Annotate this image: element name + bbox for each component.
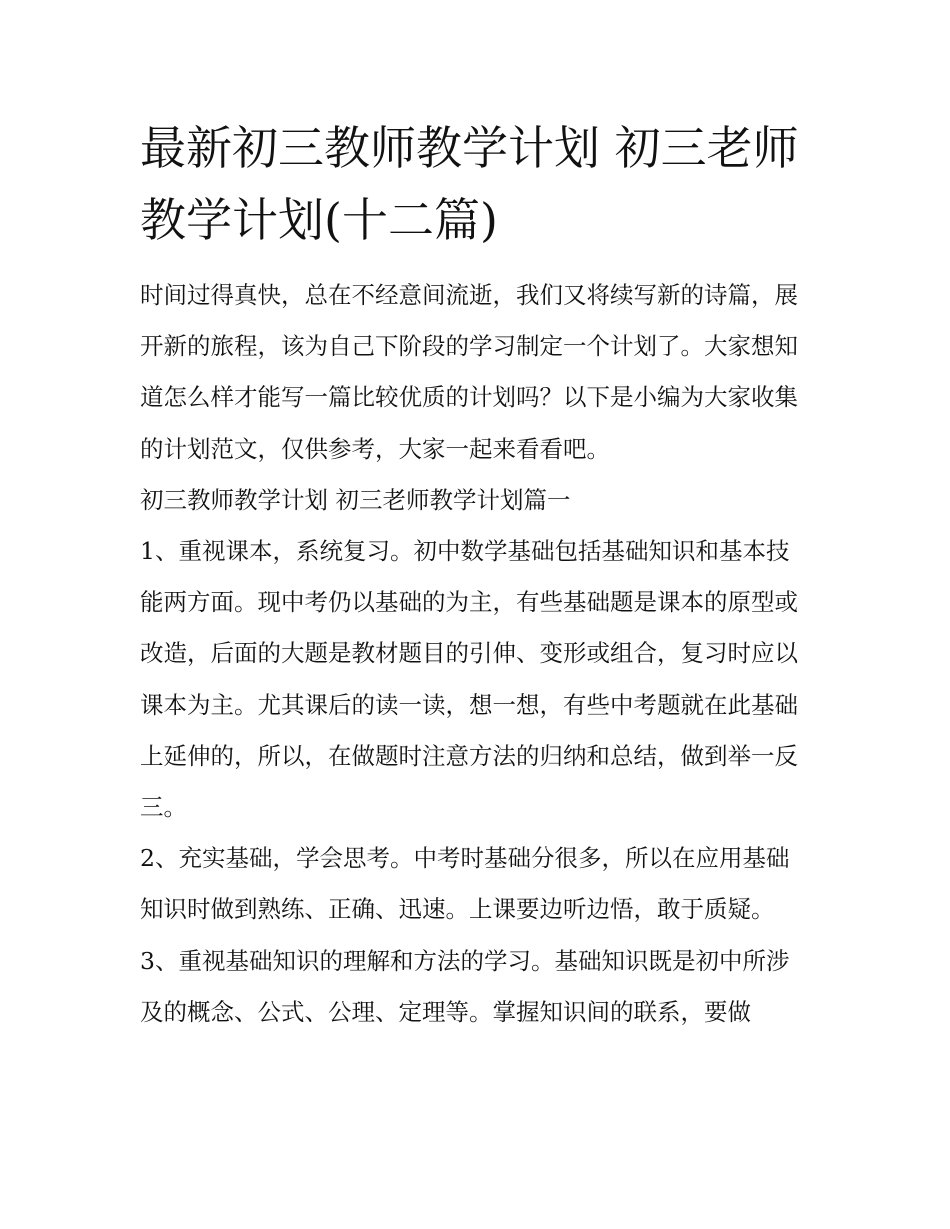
document-body: [140, 112, 812, 1038]
point-2-paragraph: 2、充实基础，学会思考。中考时基础分很多，所以在应用基础知识时做到熟练、正确、迅速。上课要边听边悟，敢于质疑。: [140, 844, 790, 924]
intro-paragraph: 时间过得真快，总在不经意间流逝，我们又将续写新的诗篇，展开新的旅程，该为自己下阶段的学习制定一个计划了。大家想知道怎么样才能写一篇比较优质的计划吗？以下是小编为大家收集的计划范文，仅供参考，大家一起来看看吧。: [140, 281, 798, 463]
point-3-paragraph: 3、重视基础知识的理解和方法的学习。基础知识既是初中所涉及的概念、公式、公理、定理等。掌握知识间的联系，要做: [140, 946, 790, 1026]
point-1-paragraph: 1、重视课本，系统复习。初中数学基础包括基础知识和基本技能两方面。现中考仍以基础的为主，有些基础题是课本的原型或改造，后面的大题是教材题目的引伸、变形或组合，复习时应以课本为主。尤其课后的读一读，想一想，有些中考题就在此基础上延伸的，所以，在做题时注意方法的归纳和总结，做到举一反三。: [140, 537, 798, 822]
document-title: 最新初三教师教学计划 初三老师教学计划(十二篇): [140, 121, 799, 247]
section-heading: 初三教师教学计划 初三老师教学计划篇一: [140, 485, 571, 514]
